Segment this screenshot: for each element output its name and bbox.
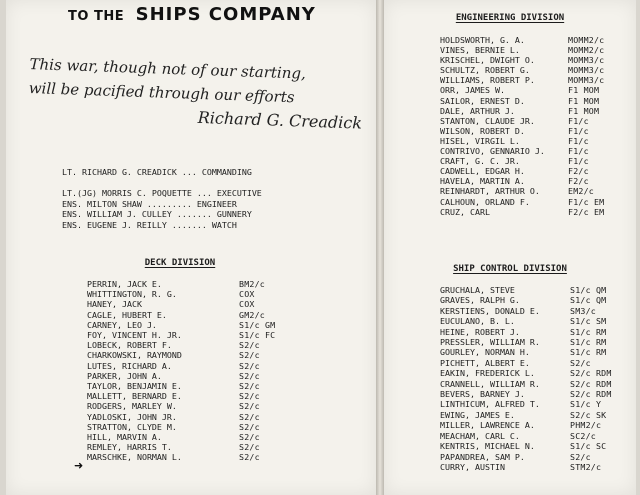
crew-rate: MOMM3/c <box>568 65 605 76</box>
heading-title: SHIPS COMPANY <box>135 4 316 25</box>
crew-rate: S2/c <box>239 442 260 453</box>
crew-rate: S2/c <box>239 360 260 371</box>
crew-row <box>87 330 287 340</box>
crew-name: CRUZ, CARL <box>440 206 490 217</box>
crew-name: GOURLEY, NORMAN H. <box>440 347 530 358</box>
crew-row <box>440 316 636 326</box>
crew-rate: MOMM2/c <box>568 45 605 56</box>
crew-name: REMLEY, HARRIS T. <box>87 442 172 453</box>
crew-row <box>87 422 287 432</box>
crew-name: STANTON, CLAUDE JR. <box>440 115 535 126</box>
officer-row: ENS. WILLIAM J. CULLEY ....... GUNNERY <box>62 209 252 220</box>
deck-division-list <box>87 279 287 463</box>
crew-name: VINES, BERNIE L. <box>440 45 520 56</box>
crew-row <box>440 126 636 136</box>
crew-row <box>440 186 636 196</box>
crew-rate: F1 MOM <box>568 85 600 96</box>
crew-name: LUTES, RICHARD A. <box>87 360 172 371</box>
quote-line-2: will be pacified through our efforts <box>28 78 295 107</box>
crew-row <box>440 368 636 378</box>
crew-name: CADWELL, EDGAR H. <box>440 166 525 177</box>
engineering-division-title: ENGINEERING DIVISION <box>455 13 565 23</box>
crew-row <box>440 347 636 357</box>
crew-rate: COX <box>239 289 255 300</box>
crew-row <box>440 420 636 430</box>
crew-rate: S2/c SK <box>570 409 607 420</box>
crew-rate: BM2/c <box>239 279 265 289</box>
crew-row <box>440 327 636 337</box>
crew-rate: S2/c <box>570 357 591 368</box>
crew-rate: F1 MOM <box>568 95 600 106</box>
crew-row <box>87 279 287 289</box>
crew-name: KERSTIENS, DONALD E. <box>440 305 540 316</box>
crew-name: CURRY, AUSTIN <box>440 461 505 472</box>
crew-rate: STM2/c <box>570 461 602 472</box>
crew-row <box>87 361 287 371</box>
crew-row <box>440 358 636 368</box>
crew-row <box>440 410 636 420</box>
crew-name: KENTRIS, MICHAEL N. <box>440 441 535 452</box>
crew-row <box>440 116 636 126</box>
crew-rate: COX <box>239 299 255 310</box>
quote-line-1: This war, though not of our starting, <box>29 54 307 83</box>
crew-rate: S2/c <box>239 411 260 422</box>
crew-row <box>440 146 636 156</box>
crew-rate: S2/c <box>239 391 260 402</box>
crew-rate: GM2/c <box>239 309 265 320</box>
ships-company-heading <box>68 4 368 25</box>
crew-rate: S1/c FC <box>239 330 276 341</box>
crew-name: EAKIN, FREDERICK L. <box>440 368 535 379</box>
crew-row <box>87 401 287 411</box>
crew-row <box>440 176 636 186</box>
crew-row <box>440 431 636 441</box>
crew-row <box>87 310 287 320</box>
crew-row <box>87 442 287 452</box>
quote-signature: Richard G. Creadick <box>197 107 363 133</box>
crew-name: ORR, JAMES W. <box>440 85 505 96</box>
crew-rate: S2/c RDM <box>570 368 612 379</box>
crew-name: HAVELA, MARTIN A. <box>440 176 525 187</box>
engineering-division-list <box>440 35 636 217</box>
crew-row <box>87 289 287 299</box>
crew-name: PARKER, JOHN A. <box>87 370 162 381</box>
crew-row <box>87 320 287 330</box>
page-fold <box>376 0 384 495</box>
crew-rate: F1/c <box>568 135 589 146</box>
crew-rate: S1/c SC <box>570 441 607 452</box>
officer-row: ENS. EUGENE J. REILLY ....... WATCH <box>62 220 237 231</box>
crew-rate: S1/c QM <box>570 295 607 306</box>
crew-row <box>87 452 287 462</box>
crew-name: PAPANDREA, SAM P. <box>440 451 525 462</box>
crew-name: MALLETT, BERNARD E. <box>87 391 182 402</box>
crew-name: STRATTON, CLYDE M. <box>87 421 177 432</box>
crew-name: HILL, MARVIN A. <box>87 432 162 443</box>
crew-rate: F1/c <box>568 115 589 126</box>
crew-row <box>440 441 636 451</box>
crew-row <box>440 55 636 65</box>
crew-row <box>440 85 636 95</box>
crew-row <box>87 381 287 391</box>
crew-name: HANEY, JACK <box>87 299 142 310</box>
crew-rate: S1/c RM <box>570 326 607 337</box>
crew-name: PICHETT, ALBERT E. <box>440 357 530 368</box>
crew-rate: MOMM3/c <box>568 55 605 66</box>
crew-rate: S2/c <box>239 452 260 463</box>
crew-rate: F2/c EM <box>568 206 605 217</box>
crew-name: GRUCHALA, STEVE <box>440 285 515 295</box>
crew-name: CONTRIVO, GENNARIO J. <box>440 146 545 157</box>
crew-name: PERRIN, JACK E. <box>87 279 162 289</box>
officer-row: LT. RICHARD G. CREADICK ... COMMANDING <box>62 167 252 177</box>
crew-row <box>440 75 636 85</box>
crew-rate: SC2/c <box>570 430 596 441</box>
crew-row <box>440 207 636 217</box>
crew-name: SCHULTZ, ROBERT G. <box>440 65 530 76</box>
crew-rate: F1/c <box>568 125 589 136</box>
crew-rate: S2/c <box>570 451 591 462</box>
crew-rate: F1/c <box>568 156 589 167</box>
ship-control-division-list <box>440 285 636 472</box>
officer-row: LT.(JG) MORRIS C. POQUETTE ... EXECUTIVE <box>62 187 262 198</box>
crew-name: CALHOUN, ORLAND F. <box>440 196 530 207</box>
crew-row <box>440 65 636 75</box>
crew-rate: S1/c RM <box>570 347 607 358</box>
crew-row <box>440 285 636 295</box>
crew-rate: S1/c Y <box>570 399 602 410</box>
crew-name: CAGLE, HUBERT E. <box>87 309 167 320</box>
crew-name: REINHARDT, ARTHUR O. <box>440 186 540 197</box>
crew-name: CRAFT, G. C. JR. <box>440 156 520 167</box>
crew-name: MEACHAM, CARL C. <box>440 430 520 441</box>
crew-row <box>440 166 636 176</box>
crew-row <box>87 432 287 442</box>
crew-rate: F1/c <box>568 146 589 157</box>
crew-name: CRANNELL, WILLIAM R. <box>440 378 540 389</box>
crew-name: FOY, VINCENT H. JR. <box>87 330 182 341</box>
crew-row <box>87 299 287 309</box>
crew-row <box>440 462 636 472</box>
officers-list <box>62 167 292 231</box>
crew-rate: SM3/c <box>570 305 596 316</box>
crew-rate: PHM2/c <box>570 420 602 431</box>
crew-rate: S2/c RDM <box>570 378 612 389</box>
crew-name: LINTHICUM, ALFRED T. <box>440 399 540 410</box>
crew-name: MARSCHKE, NORMAN L. <box>87 452 182 463</box>
crew-rate: F2/c <box>568 166 589 177</box>
crew-row <box>87 340 287 350</box>
crew-name: TAYLOR, BENJAMIN E. <box>87 381 182 392</box>
crew-row <box>440 197 636 207</box>
crew-rate: S2/c <box>239 370 260 381</box>
crew-row <box>440 45 636 55</box>
crew-name: CARNEY, LEO J. <box>87 319 157 330</box>
crew-name: BEVERS, BARNEY J. <box>440 389 525 400</box>
crew-rate: MOMM2/c <box>568 35 605 45</box>
crew-rate: S1/c SM <box>570 316 607 327</box>
crew-rate: S1/c GM <box>239 319 276 330</box>
crew-row <box>440 452 636 462</box>
heading-to-the: TO THE <box>68 9 125 24</box>
crew-row <box>440 379 636 389</box>
crew-name: EUCULANO, B. L. <box>440 316 515 327</box>
crew-rate: S2/c <box>239 350 260 361</box>
crew-name: PRESSLER, WILLIAM R. <box>440 337 540 348</box>
deck-division-title: DECK DIVISION <box>144 258 216 268</box>
ship-control-division-title: SHIP CONTROL DIVISION <box>453 264 567 274</box>
crew-rate: S2/c <box>239 340 260 351</box>
officer-row: ENS. MILTON SHAW ......... ENGINEER <box>62 198 237 209</box>
crew-row <box>440 389 636 399</box>
crew-rate: EM2/c <box>568 186 594 197</box>
crew-rate: S2/c <box>239 432 260 443</box>
crew-row <box>440 35 636 45</box>
crew-name: HOLDSWORTH, G. A. <box>440 35 525 45</box>
crew-name: EWING, JAMES E. <box>440 409 515 420</box>
crew-row <box>440 136 636 146</box>
crew-rate: F2/c <box>568 176 589 187</box>
crew-name: WILSON, ROBERT D. <box>440 125 525 136</box>
crew-name: KRISCHEL, DWIGHT O. <box>440 55 535 66</box>
arrow-marker-icon: ➜ <box>74 459 84 472</box>
crew-name: WILLIAMS, ROBERT P. <box>440 75 535 86</box>
crew-rate: F1/c EM <box>568 196 605 207</box>
officers-spacer <box>62 178 292 188</box>
crew-rate: S2/c <box>239 381 260 392</box>
crew-row <box>440 295 636 305</box>
crew-name: HISEL, VIRGIL L. <box>440 135 520 146</box>
crew-rate: F1 MOM <box>568 105 600 116</box>
crew-rate: MOMM3/c <box>568 75 605 86</box>
crew-rate: S2/c <box>239 421 260 432</box>
crew-rate: S1/c QM <box>570 285 607 295</box>
crew-name: SAILOR, ERNEST D. <box>440 95 525 106</box>
crew-name: MILLER, LAWRENCE A. <box>440 420 535 431</box>
crew-name: WHITTINGTON, R. G. <box>87 289 177 300</box>
handwritten-quote <box>27 52 369 136</box>
crew-row <box>440 96 636 106</box>
crew-rate: S2/c RDM <box>570 389 612 400</box>
crew-name: LOBECK, ROBERT F. <box>87 340 172 351</box>
crew-rate: S1/c RM <box>570 337 607 348</box>
crew-row <box>87 371 287 381</box>
crew-name: CHARKOWSKI, RAYMOND <box>87 350 182 361</box>
crew-name: HEINE, ROBERT J. <box>440 326 520 337</box>
crew-name: DALE, ARTHUR J. <box>440 105 515 116</box>
crew-row <box>440 337 636 347</box>
crew-row <box>87 350 287 360</box>
crew-row <box>440 156 636 166</box>
crew-row <box>87 412 287 422</box>
crew-name: RODGERS, MARLEY W. <box>87 401 177 412</box>
crew-name: GRAVES, RALPH G. <box>440 295 520 306</box>
crew-row <box>440 306 636 316</box>
crew-rate: S2/c <box>239 401 260 412</box>
crew-row <box>87 391 287 401</box>
crew-row <box>440 106 636 116</box>
crew-row <box>440 399 636 409</box>
crew-name: YADLOSKI, JOHN JR. <box>87 411 177 422</box>
